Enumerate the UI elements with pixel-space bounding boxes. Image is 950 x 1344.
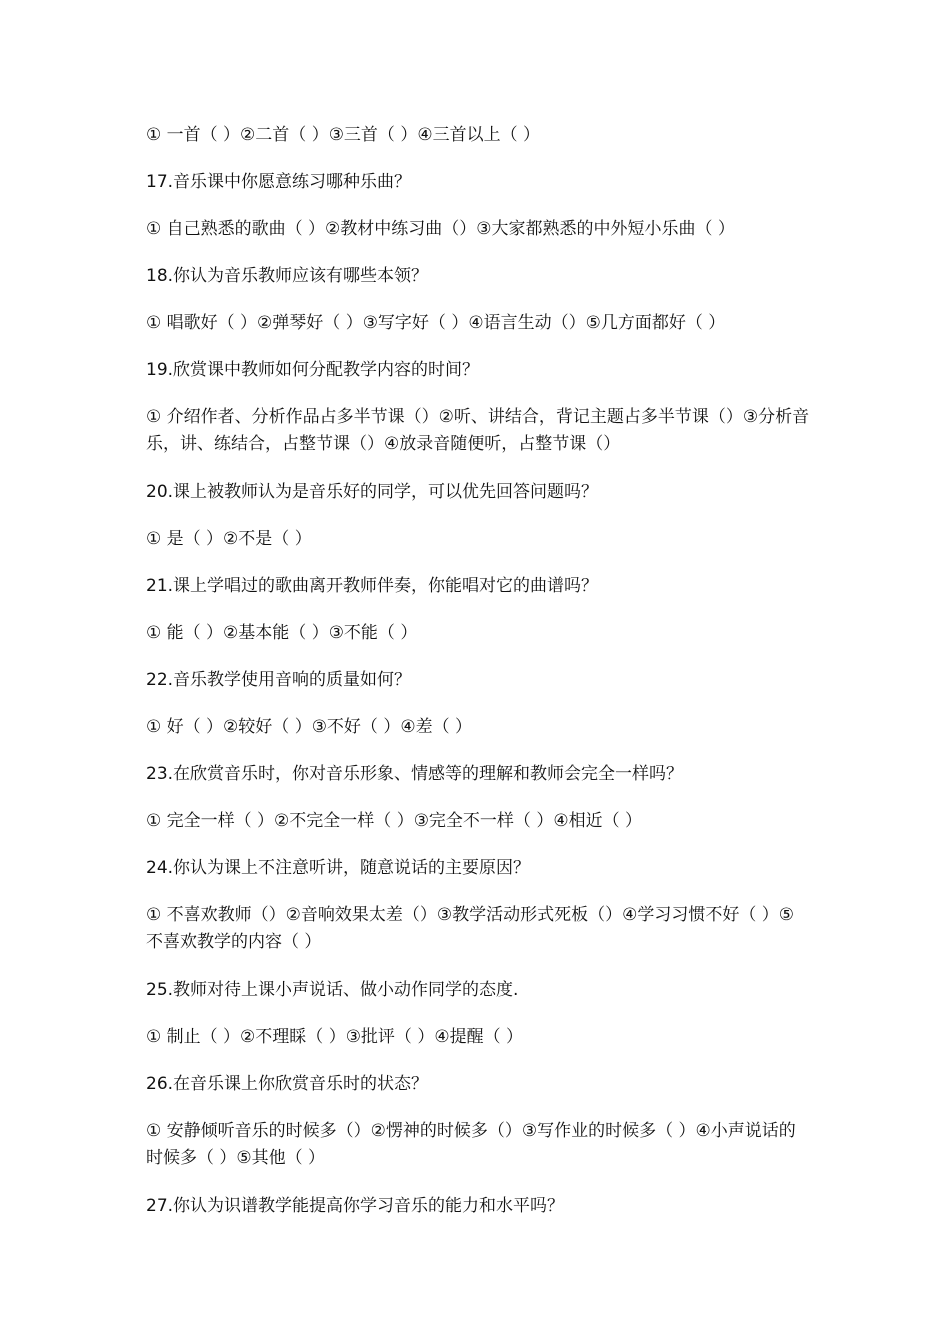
questionnaire-body (146, 122, 810, 1240)
answer-options-22: ① 好（ ）②较好（ ）③不好（ ）④差（ ） (146, 717, 472, 737)
question-25: 25.教师对待上课小声说话、做小动作同学的态度. (146, 980, 519, 1000)
answer-options-26: ① 安静倾听音乐的时候多（）②愣神的时候多（）③写作业的时候多（ ）④小声说话的时候多（ ）⑤其他（ ） (146, 1121, 796, 1168)
answer-options-19: ① 介绍作者、分析作品占多半节课（）②听、讲结合，背记主题占多半节课（）③分析音乐，讲、练结合，占整节课（）④放录音随便听，占整节课（） (146, 407, 810, 454)
question-18: 18.你认为音乐教师应该有哪些本领？ (146, 266, 429, 286)
question-21: 21.课上学唱过的歌曲离开教师伴奏，你能唱对它的曲谱吗？ (146, 576, 599, 596)
question-24: 24.你认为课上不注意听讲，随意说话的主要原因？ (146, 858, 531, 878)
question-22: 22.音乐教学使用音响的质量如何？ (146, 670, 412, 690)
answer-options-21: ① 能（ ）②基本能（ ）③不能（ ） (146, 623, 418, 643)
answer-options-17: ① 自己熟悉的歌曲（ ）②教材中练习曲（）③大家都熟悉的中外短小乐曲（ ） (146, 219, 735, 239)
question-23: 23.在欣赏音乐时，你对音乐形象、情感等的理解和教师会完全一样吗？ (146, 764, 684, 784)
question-19: 19.欣赏课中教师如何分配教学内容的时间？ (146, 360, 480, 380)
answer-options-24: ① 不喜欢教师（）②音响效果太差（）③教学活动形式死板（）④学习习惯不好（ ）⑤不喜欢教学的内容（ ） (146, 905, 795, 952)
question-20: 20.课上被教师认为是音乐好的同学，可以优先回答问题吗？ (146, 482, 599, 502)
answer-options-20: ① 是（ ）②不是（ ） (146, 529, 312, 549)
answer-options-23: ① 完全一样（ ）②不完全一样（ ）③完全不一样（ ）④相近（ ） (146, 811, 642, 831)
answer-options-16: ① 一首（ ）②二首（ ）③三首（ ）④三首以上（ ） (146, 125, 540, 145)
answer-options-25: ① 制止（ ）②不理睬（ ）③批评（ ）④提醒（ ） (146, 1027, 523, 1047)
question-26: 26.在音乐课上你欣赏音乐时的状态？ (146, 1074, 429, 1094)
question-17: 17.音乐课中你愿意练习哪种乐曲？ (146, 172, 412, 192)
question-27: 27.你认为识谱教学能提高你学习音乐的能力和水平吗？ (146, 1196, 565, 1216)
answer-options-18: ① 唱歌好（ ）②弹琴好（ ）③写字好（ ）④语言生动（）⑤几方面都好（ ） (146, 313, 726, 333)
